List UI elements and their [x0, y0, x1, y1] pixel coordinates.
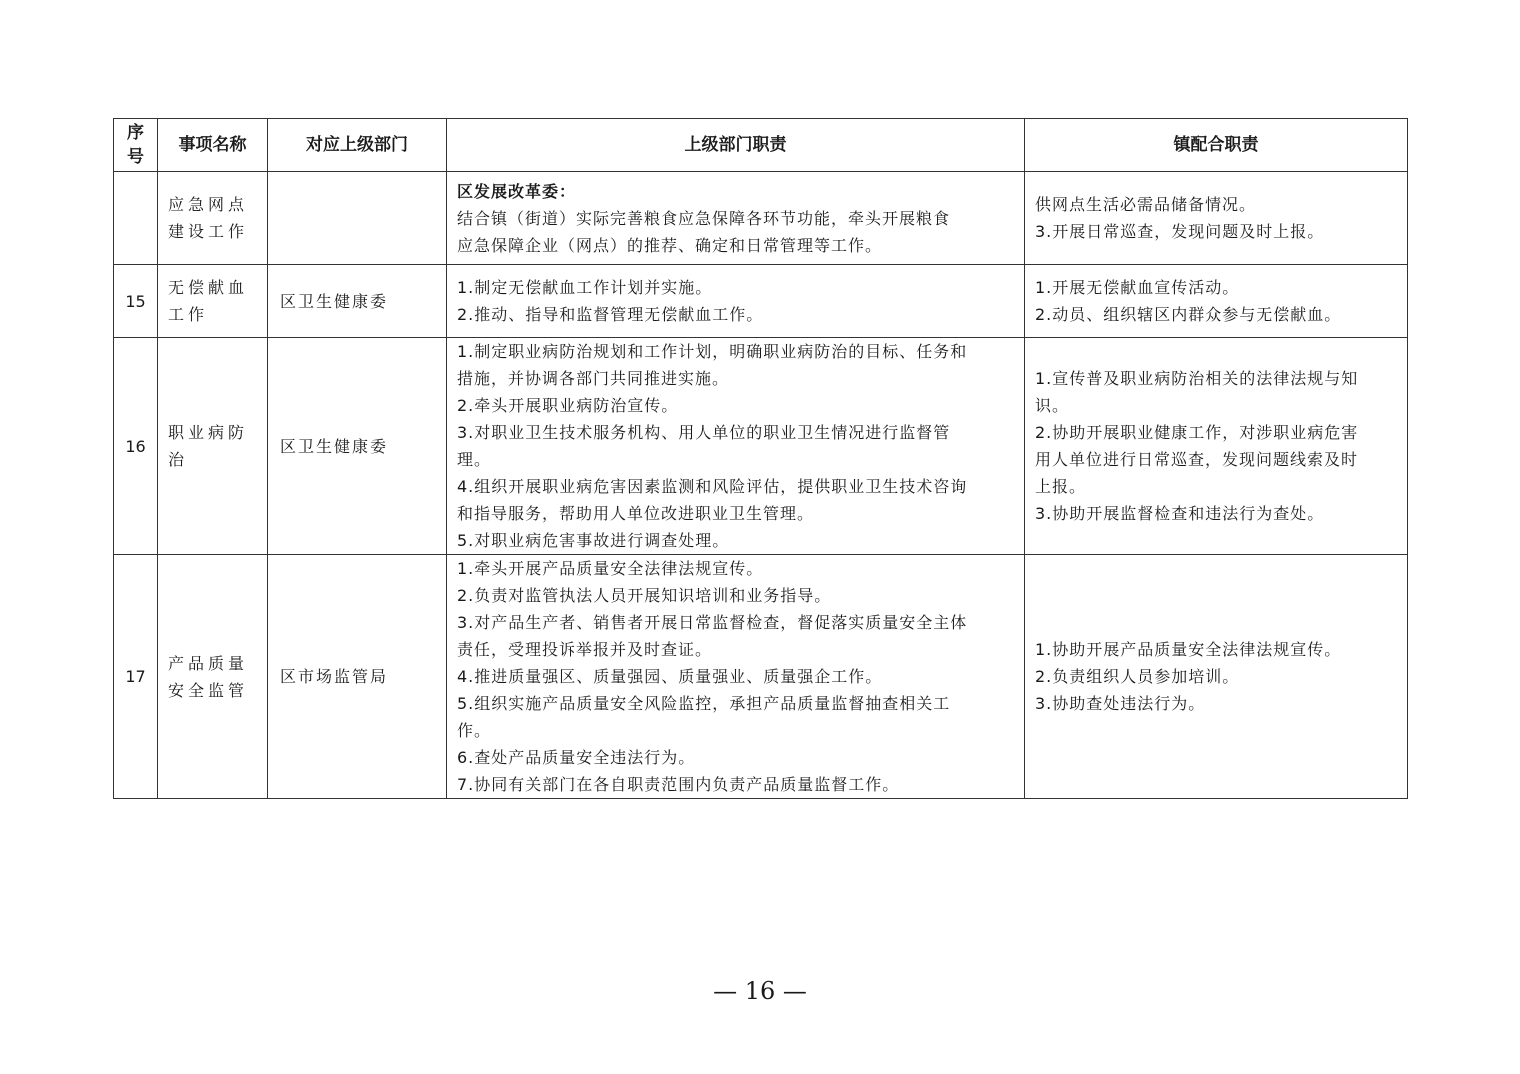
table-row — [114, 265, 1408, 338]
header-dept: 对应上级部门 — [268, 119, 447, 172]
town-line: 1.宣传普及职业病防治相关的法律法规与知 — [1035, 369, 1359, 388]
duty-line: 理。 — [457, 450, 492, 469]
page-number: — 16 — — [713, 977, 807, 1005]
table-row — [114, 555, 1408, 799]
duty-line: 5.组织实施产品质量安全风险监控，承担产品质量监督抽查相关工 — [457, 694, 951, 713]
row-seq: 17 — [114, 555, 158, 799]
item-name-line: 产品质量 — [168, 653, 249, 673]
table-header-row — [114, 119, 1408, 172]
row-town-duties — [1025, 555, 1408, 799]
duty-line: 7.协同有关部门在各自职责范围内负责产品质量监督工作。 — [457, 775, 900, 794]
row-town-duties — [1025, 338, 1408, 555]
duty-line: 2.推动、指导和监督管理无偿献血工作。 — [457, 305, 764, 324]
header-seq — [114, 119, 158, 172]
row-item-name — [158, 172, 268, 265]
row-dept: 区卫生健康委 — [268, 338, 447, 555]
row-seq: 16 — [114, 338, 158, 555]
row-duties — [447, 265, 1025, 338]
row-item-name — [158, 338, 268, 555]
duty-line: 3.对产品生产者、销售者开展日常监督检查，督促落实质量安全主体 — [457, 613, 968, 632]
duty-line: 和指导服务，帮助用人单位改进职业卫生管理。 — [457, 504, 815, 523]
header-town: 镇配合职责 — [1025, 119, 1408, 172]
duties-title: 区发展改革委： — [457, 181, 577, 201]
item-name-line: 建设工作 — [168, 222, 249, 241]
town-line: 用人单位进行日常巡查，发现问题线索及时 — [1035, 450, 1359, 469]
item-name-line: 治 — [168, 450, 189, 469]
row-dept — [268, 172, 447, 265]
town-line: 3.开展日常巡查，发现问题及时上报。 — [1035, 222, 1325, 241]
duty-line: 5.对职业病危害事故进行调查处理。 — [457, 531, 730, 550]
town-line: 上报。 — [1035, 477, 1087, 496]
header-name: 事项名称 — [158, 119, 268, 172]
table-row — [114, 172, 1408, 265]
duty-table — [113, 118, 1408, 799]
duty-line: 3.对职业卫生技术服务机构、用人单位的职业卫生情况进行监督管 — [457, 423, 951, 442]
town-line: 2.协助开展职业健康工作，对涉职业病危害 — [1035, 423, 1359, 442]
item-name-line: 工作 — [168, 305, 209, 324]
duty-line: 1.牵头开展产品质量安全法律法规宣传。 — [457, 559, 764, 578]
row-item-name — [158, 265, 268, 338]
town-line: 3.协助开展监督检查和违法行为查处。 — [1035, 504, 1325, 523]
duty-line: 4.组织开展职业病危害因素监测和风险评估，提供职业卫生技术咨询 — [457, 477, 968, 496]
duty-line: 应急保障企业（网点）的推荐、确定和日常管理等工作。 — [457, 235, 883, 255]
duty-line: 责任，受理投诉举报并及时查证。 — [457, 640, 713, 659]
item-name-line: 应急网点 — [168, 195, 249, 214]
town-line: 供网点生活必需品储备情况。 — [1035, 195, 1257, 214]
row-town-duties — [1025, 172, 1408, 265]
row-dept: 区市场监管局 — [268, 555, 447, 799]
town-line: 1.开展无偿献血宣传活动。 — [1035, 278, 1240, 297]
duty-line: 1.制定职业病防治规划和工作计划，明确职业病防治的目标、任务和 — [457, 342, 968, 361]
duty-line: 结合镇（街道）实际完善粮食应急保障各环节功能，牵头开展粮食 — [457, 208, 951, 228]
row-duties — [447, 172, 1025, 265]
duty-line: 措施，并协调各部门共同推进实施。 — [457, 369, 730, 388]
duty-line: 作。 — [457, 721, 492, 740]
town-line: 识。 — [1035, 396, 1070, 415]
duty-line: 6.查处产品质量安全违法行为。 — [457, 748, 696, 767]
town-line: 3.协助查处违法行为。 — [1035, 694, 1206, 713]
item-name-line: 无偿献血 — [168, 278, 249, 297]
row-seq: 15 — [114, 265, 158, 338]
header-duties: 上级部门职责 — [447, 119, 1025, 172]
duty-line: 2.牵头开展职业病防治宣传。 — [457, 396, 679, 415]
row-town-duties — [1025, 265, 1408, 338]
row-item-name — [158, 555, 268, 799]
duty-line: 1.制定无偿献血工作计划并实施。 — [457, 278, 713, 297]
row-seq — [114, 172, 158, 265]
duty-line: 2.负责对监管执法人员开展知识培训和业务指导。 — [457, 586, 832, 605]
town-line: 2.动员、组织辖区内群众参与无偿献血。 — [1035, 305, 1342, 324]
duty-line: 4.推进质量强区、质量强园、质量强业、质量强企工作。 — [457, 667, 883, 686]
header-seq-text: 序号 — [127, 123, 144, 167]
row-dept: 区卫生健康委 — [268, 265, 447, 338]
item-name-line: 职业病防 — [168, 423, 249, 442]
item-name-line: 安全监管 — [168, 680, 249, 700]
row-duties — [447, 555, 1025, 799]
town-line: 2.负责组织人员参加培训。 — [1035, 667, 1240, 686]
row-duties — [447, 338, 1025, 555]
town-line: 1.协助开展产品质量安全法律法规宣传。 — [1035, 640, 1342, 659]
table-row — [114, 338, 1408, 555]
